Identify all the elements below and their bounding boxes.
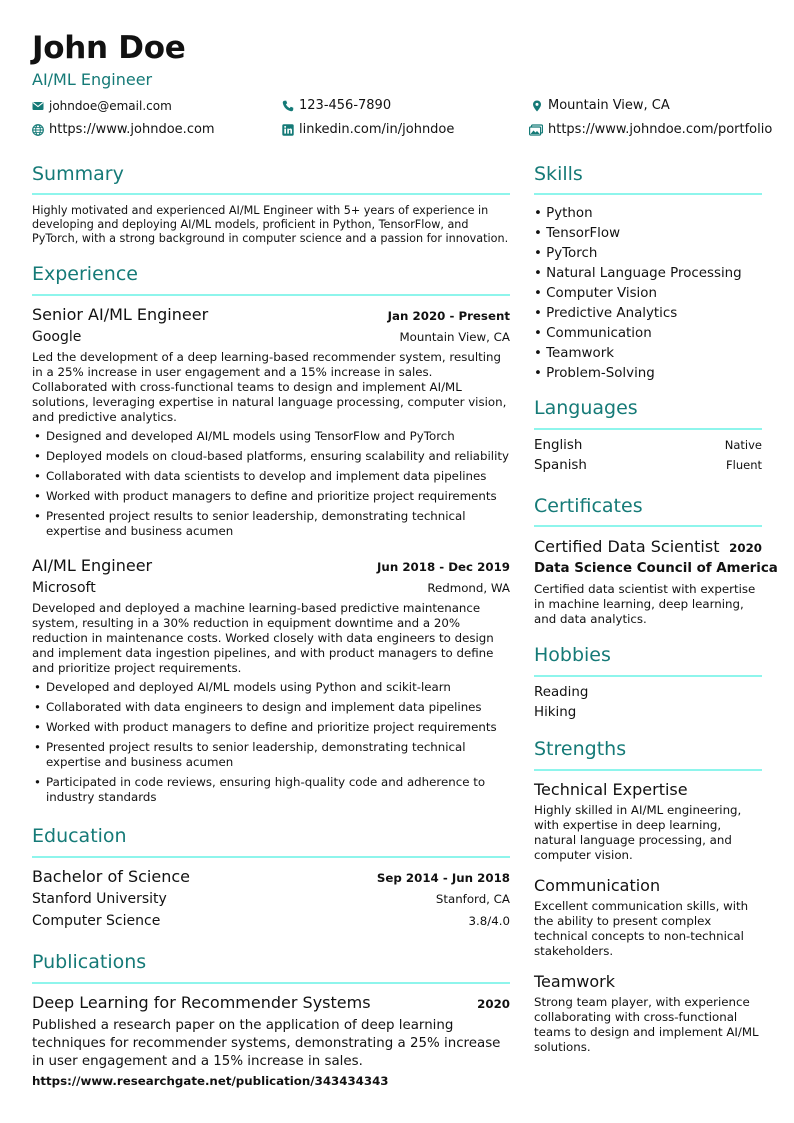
publication-year: 2020 <box>477 997 510 1011</box>
publication-header <box>32 993 510 1012</box>
contact-phone[interactable] <box>282 98 391 113</box>
list-item: • Worked with product managers to define and prioritize project requirements <box>32 489 510 504</box>
strengths-divider <box>534 769 762 771</box>
language-level: Native <box>724 438 762 452</box>
list-item: • Presented project results to senior leadership, demonstrating technical expertise and business acumen <box>32 740 510 770</box>
email-text: johndoe@email.com <box>49 99 172 113</box>
certificate-header <box>534 537 762 556</box>
list-item: • Participated in code reviews, ensuring high-quality code and adherence to industry standards <box>32 775 510 805</box>
candidate-role: AI/ML Engineer <box>32 70 153 89</box>
certificate-description: Certified data scientist with expertise in machine learning, deep learning, and data analytics. <box>534 582 756 626</box>
phone-icon <box>282 100 294 112</box>
list-item: • Python <box>534 204 742 224</box>
job-title: AI/ML Engineer <box>32 556 153 575</box>
gpa: 3.8/4.0 <box>468 914 510 928</box>
job-2-bullets <box>32 680 510 810</box>
list-item: • Problem-Solving <box>534 364 742 384</box>
education-heading: Education <box>32 825 127 847</box>
strength-text: Strong team player, with experience collaborating with cross-functional teams to design and implement AI/ML solutions. <box>534 995 759 1054</box>
contact-portfolio[interactable] <box>529 122 772 137</box>
hobby-item: Reading <box>534 685 589 700</box>
contact-email[interactable] <box>32 99 172 113</box>
publications-divider <box>32 982 510 984</box>
website-text: https://www.johndoe.com <box>49 122 215 137</box>
publication-link[interactable]: https://www.researchgate.net/publication/343434343 <box>32 1074 389 1088</box>
job-1-company-row <box>32 329 510 345</box>
language-name: English <box>534 438 583 453</box>
language-name: Spanish <box>534 458 587 473</box>
publication-description: Published a research paper on the application of deep learning techniques for recommender systems, demonstrating a 25% increase in user engagement and a 15% increase in sales. <box>32 1018 501 1069</box>
language-row <box>534 458 762 473</box>
candidate-name: John Doe <box>32 30 186 66</box>
certificate-name: Certified Data Scientist <box>534 537 720 556</box>
education-header <box>32 867 510 886</box>
job-location: Redmond, WA <box>427 581 510 595</box>
school-name: Stanford University <box>32 891 167 907</box>
portfolio-text: https://www.johndoe.com/portfolio <box>548 122 773 137</box>
certificate-year: 2020 <box>729 541 762 555</box>
field-of-study: Computer Science <box>32 913 161 929</box>
certificates-divider <box>534 525 762 527</box>
summary-text: Highly motivated and experienced AI/ML Engineer with 5+ years of experience in developing and deploying AI/ML models, proficient in Python, TensorFlow, and PyTorch, with a strong background in computer science and a passion for innovation. <box>32 204 509 245</box>
job-title: Senior AI/ML Engineer <box>32 305 209 324</box>
hobby-item: Hiking <box>534 705 577 720</box>
location-pin-icon <box>531 100 543 112</box>
list-item: • Predictive Analytics <box>534 304 742 324</box>
list-item: • Communication <box>534 324 742 344</box>
education-divider <box>32 856 510 858</box>
list-item: • Collaborated with data scientists to develop and implement data pipelines <box>32 469 510 484</box>
language-level: Fluent <box>726 458 762 472</box>
skills-divider <box>534 193 762 195</box>
education-school-row <box>32 891 510 907</box>
language-row <box>534 438 762 453</box>
job-2-description: Developed and deployed a machine learning-based predictive maintenance system, resulting in a 30% reduction in equipment downtime and a 20% reduction in maintenance costs. Worked closely with data engineers to design and implement data ingestion pipelines, and with product managers to define and prioritize project requirements. <box>32 601 494 675</box>
list-item: • Computer Vision <box>534 284 742 304</box>
job-2-company-row <box>32 580 510 596</box>
location-text: Mountain View, CA <box>548 98 670 113</box>
job-1-bullets <box>32 429 510 544</box>
degree: Bachelor of Science <box>32 867 190 886</box>
list-item: • Developed and deployed AI/ML models using Python and scikit-learn <box>32 680 510 695</box>
hobbies-heading: Hobbies <box>534 644 611 666</box>
list-item: • Collaborated with data engineers to design and implement data pipelines <box>32 700 510 715</box>
certificate-issuer: Data Science Council of America <box>534 561 778 576</box>
skills-list <box>534 204 742 384</box>
job-dates: Jun 2018 - Dec 2019 <box>377 560 510 574</box>
email-icon <box>32 100 44 112</box>
school-location: Stanford, CA <box>435 892 510 906</box>
list-item: • Teamwork <box>534 344 742 364</box>
portfolio-icon <box>529 124 543 136</box>
strength-text: Highly skilled in AI/ML engineering, with expertise in deep learning, natural language processing, and computer vision. <box>534 803 742 862</box>
education-dates: Sep 2014 - Jun 2018 <box>376 871 510 885</box>
languages-heading: Languages <box>534 397 638 419</box>
contact-linkedin[interactable] <box>282 122 454 137</box>
strengths-heading: Strengths <box>534 738 627 760</box>
strength-title: Communication <box>534 876 661 895</box>
experience-heading: Experience <box>32 263 138 285</box>
list-item: • Worked with product managers to define and prioritize project requirements <box>32 720 510 735</box>
job-company: Google <box>32 329 82 345</box>
job-1-description: Led the development of a deep learning-based recommender system, resulting in a 25% increase in user engagement and a 15% increase in sales. Collaborated with cross-functional teams to design and implement AI/ML solutions, leveraging expertise in natural language processing, computer vision, and predictive analytics. <box>32 350 507 424</box>
certificates-heading: Certificates <box>534 495 643 517</box>
hobbies-divider <box>534 675 762 677</box>
list-item: • Presented project results to senior leadership, demonstrating technical expertise and business acumen <box>32 509 510 539</box>
contact-website[interactable] <box>32 122 215 137</box>
summary-divider <box>32 193 510 195</box>
skills-heading: Skills <box>534 163 583 185</box>
linkedin-icon <box>282 124 294 136</box>
linkedin-text: linkedin.com/in/johndoe <box>299 122 455 137</box>
list-item: • Designed and developed AI/ML models using TensorFlow and PyTorch <box>32 429 510 444</box>
summary-heading: Summary <box>32 163 124 185</box>
job-dates: Jan 2020 - Present <box>387 309 510 323</box>
publication-title: Deep Learning for Recommender Systems <box>32 993 371 1012</box>
education-field-row <box>32 913 510 929</box>
contact-location <box>531 98 670 113</box>
strength-title: Teamwork <box>534 972 616 991</box>
job-company: Microsoft <box>32 580 96 596</box>
job-1-header <box>32 305 510 324</box>
job-location: Mountain View, CA <box>399 330 510 344</box>
strength-text: Excellent communication skills, with the ability to present complex technical concepts to non-technical stakeholders. <box>534 899 749 958</box>
list-item: • TensorFlow <box>534 224 742 244</box>
publications-heading: Publications <box>32 951 147 973</box>
strength-title: Technical Expertise <box>534 780 688 799</box>
list-item: • PyTorch <box>534 244 742 264</box>
globe-icon <box>32 124 44 136</box>
languages-divider <box>534 428 762 430</box>
list-item: • Natural Language Processing <box>534 264 742 284</box>
experience-divider <box>32 294 510 296</box>
phone-text: 123-456-7890 <box>299 98 392 113</box>
job-2-header <box>32 556 510 575</box>
list-item: • Deployed models on cloud-based platforms, ensuring scalability and reliability <box>32 449 510 464</box>
